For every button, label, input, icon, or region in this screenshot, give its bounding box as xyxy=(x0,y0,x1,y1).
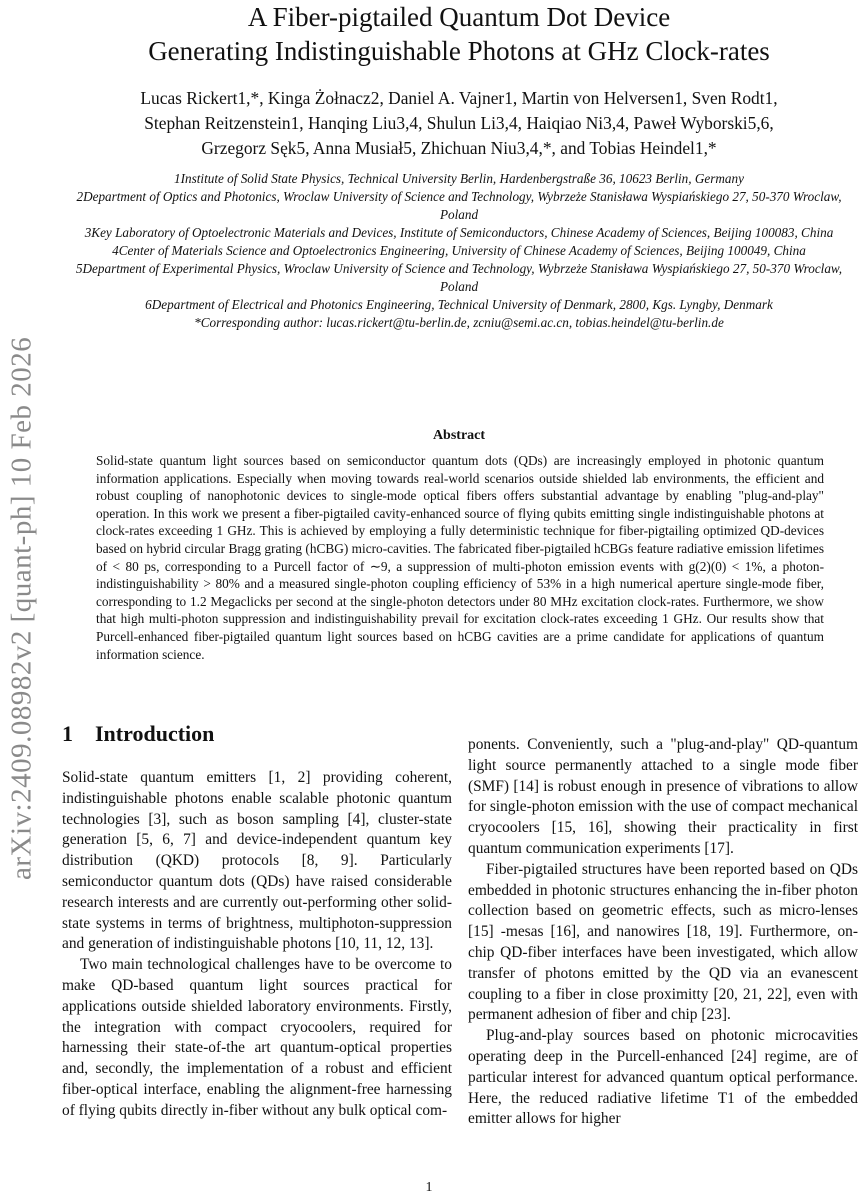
affiliation-2: 2Department of Optics and Photonics, Wroclaw University of Science and Technology, Wybrzeże Stanisława Wyspiańskiego 27, 50-370 Wroclaw, Poland xyxy=(76,189,842,222)
affiliation-1: 1Institute of Solid State Physics, Technical University Berlin, Hardenbergstraße 36, 10623 Berlin, Germany xyxy=(174,171,744,186)
intro-paragraph-4: Fiber-pigtailed structures have been reported based on QDs embedded in photonic structures enhancing the in-fiber photon collection based on geometric effects, such as micro-lenses [15] -mesas [16], and nanowires [18, 19]. Furthermore, on-chip QD-fiber interfaces have been investigated, which allow transfer of photons emitted by the QD via an evanescent coupling to a fiber in close proximitty [20, 21, 22], even with permanent adhesion of fiber and chip [23]. xyxy=(468,860,858,1024)
paper-title xyxy=(60,0,858,68)
affiliation-5: 5Department of Experimental Physics, Wroclaw University of Science and Technology, Wybrzeże Stanisława Wyspiańskiego 27, 50-370 Wroclaw, Poland xyxy=(75,261,843,294)
affiliations xyxy=(60,170,858,332)
section-title: Introduction xyxy=(95,721,215,746)
title-line-2: Generating Indistinguishable Photons at GHz Clock-rates xyxy=(148,36,770,66)
right-column xyxy=(468,735,858,1130)
section-number: 1 xyxy=(62,721,73,746)
affiliation-3: 3Key Laboratory of Optoelectronic Materials and Devices, Institute of Semiconductors, Chinese Academy of Sciences, Beijing 100083, China xyxy=(84,225,834,240)
intro-paragraph-1: Solid-state quantum emitters [1, 2] providing coherent, indistinguishable photons enable scalable photonic quantum technologies [3], such as boson sampling [4], cluster-state generation [5, 6, 7] and device-independent quantum key distribution (QKD) protocols [8, 9]. Particularly semiconductor quantum dots (QDs) have raised considerable research interests and are currently out-performing other solid-state systems in terms of brightness, multiphoton-suppression and generation of indistinguishable photons [10, 11, 12, 13]. xyxy=(62,769,452,953)
intro-paragraph-2: Two main technological challenges have to be overcome to make QD-based quantum light sources practical for applications outside shielded laboratory environments. Firstly, the integration with compact cryocoolers, required for harnessing their state-of-the art quantum-optical properties and, secondly, the implementation of a robust and efficient fiber-optical interface, enabling the alignment-free harnessing of flying qubits directly in-fiber without any bulk optical com- xyxy=(62,956,452,1119)
arxiv-stamp: arXiv:2409.08982v2 [quant-ph] 10 Feb 2026 xyxy=(5,336,38,880)
corresponding-author: *Corresponding author: lucas.rickert@tu-berlin.de, zcniu@semi.ac.cn, tobias.heindel@tu-berlin.de xyxy=(194,315,724,330)
section-heading xyxy=(62,721,452,752)
author-line-2: Stephan Reitzenstein1, Hanqing Liu3,4, Shulun Li3,4, Haiqiao Ni3,4, Paweł Wyborski5,6, xyxy=(144,113,774,133)
affiliation-6: 6Department of Electrical and Photonics Engineering, Technical University of Denmark, 2800, Kgs. Lyngby, Denmark xyxy=(145,297,773,312)
title-line-1: A Fiber-pigtailed Quantum Dot Device xyxy=(247,2,671,32)
left-column xyxy=(62,722,452,1122)
abstract-text: Solid-state quantum light sources based on semiconductor quantum dots (QDs) are increasingly employed in photonic quantum information applications. Especially when moving towards real-world scenarios outside shielded lab environments, the efficient and robust coupling of nanophotonic devices to single-mode optical fibers offers substantial advantage by enabling "plug-and-play" operation. In this work we present a fiber-pigtailed cavity-enhanced source of flying qubits emitting single indistinguishable photons at clock-rates exceeding 1 GHz. This is achieved by employing a fully deterministic technique for fiber-pigtailing optimized QD-devices based on hybrid circular Bragg grating (hCBG) micro-cavities. The fabricated fiber-pigtailed hCBGs feature radiative emission lifetimes of < 80 ps, corresponding to a Purcell factor of ∼9, a suppression of multi-photon emission events with g(2)(0) < 1%, a photon-indistinguishability > 80% and a measured single-photon coupling efficiency of 53% in a high numerical aperture single-mode fiber, corresponding to 1.2 Megaclicks per second at the single-photon detectors under 80 MHz excitation clock-rates. Furthermore, we show that high multi-photon suppression and indistinguishability prevail for excitation clock-rates exceeding 1 GHz. Our results show that Purcell-enhanced fiber-pigtailed quantum light sources based on hCBG cavities are a prime candidate for applications of quantum information science. xyxy=(96,453,824,662)
intro-paragraph-3: ponents. Conveniently, such a "plug-and-play" QD-quantum light source permanently attached to a single mode fiber (SMF) [14] is robust enough in presence of vibrations to allow for single-photon emission with the use of compact mechanical cryocoolers [15, 16], showing their practicality in first quantum communication experiments [17]. xyxy=(468,736,858,857)
author-list xyxy=(60,86,858,161)
author-line-3: Grzegorz Sęk5, Anna Musiał5, Zhichuan Niu3,4,*, and Tobias Heindel1,* xyxy=(201,138,717,158)
affiliation-4: 4Center of Materials Science and Optoelectronics Engineering, University of Chinese Academy of Sciences, Beijing 100049, China xyxy=(112,243,806,258)
intro-paragraph-5: Plug-and-play sources based on photonic microcavities operating deep in the Purcell-enhanced [24] regime, are of particular interest for advanced quantum optical performance. Here, the reduced radiative lifetime T1 of the embedded emitter allows for higher xyxy=(468,1027,858,1128)
author-line-1: Lucas Rickert1,*, Kinga Żołnacz2, Daniel A. Vajner1, Martin von Helversen1, Sven Rodt1, xyxy=(140,88,778,108)
abstract-heading: Abstract xyxy=(432,428,486,443)
page-number: 1 xyxy=(425,1180,433,1195)
